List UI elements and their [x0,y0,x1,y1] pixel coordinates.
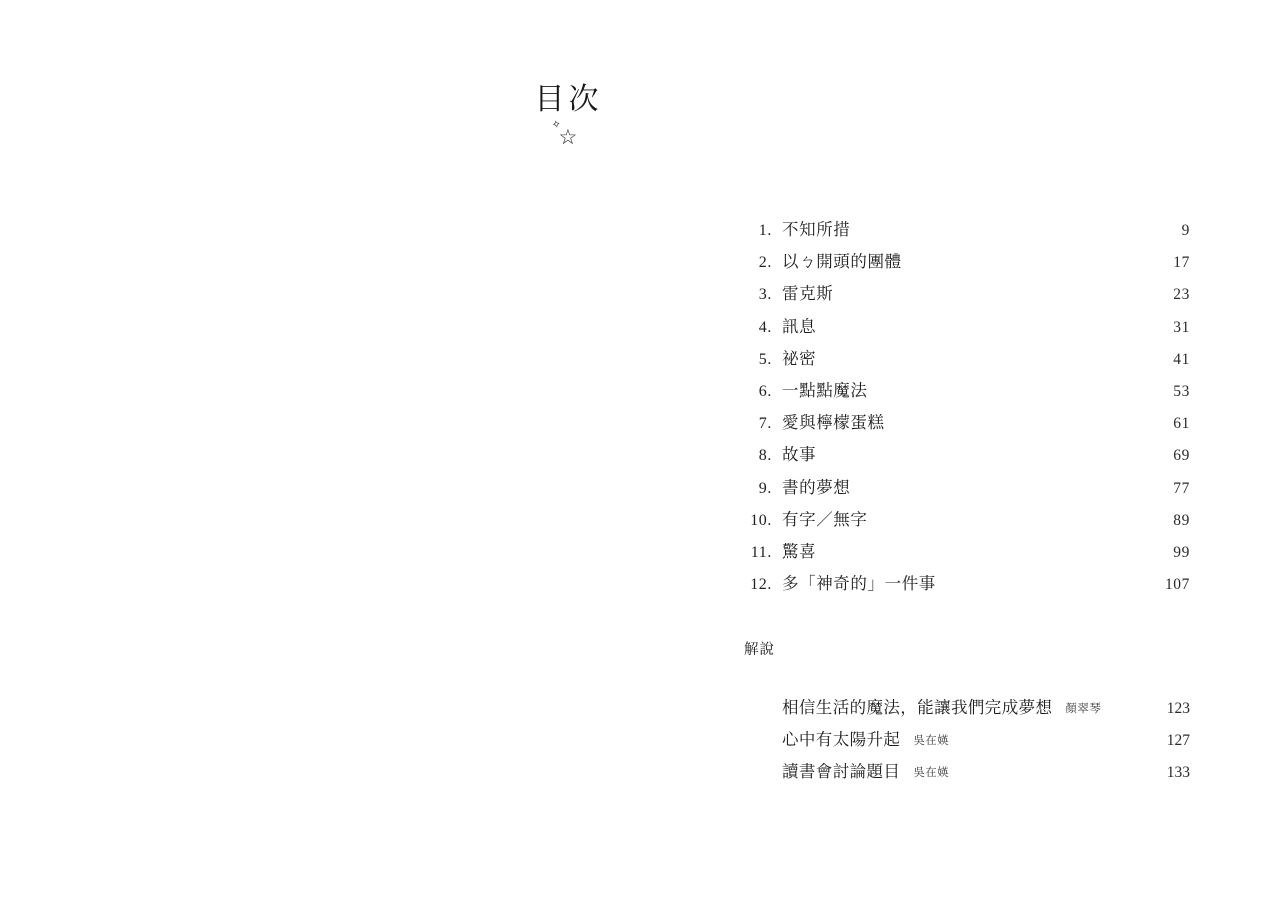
toc-entry-number: 3. [758,286,772,304]
star-big-icon: ☆ [558,125,578,149]
toc-entry-number: 11. [750,543,772,561]
toc-entry-title: 有字／無字 [782,510,868,529]
toc-entry-page: 69 [1173,447,1190,465]
toc-entry[interactable] [738,377,1190,409]
commentary-entry[interactable] [738,726,1190,758]
page-title [0,74,1269,118]
toc-entry[interactable] [738,313,1190,345]
toc-entry-page: 53 [1173,382,1190,400]
toc-entry-number: 6. [758,382,772,400]
toc-entry-title: 書的夢想 [782,478,851,497]
toc-entry[interactable] [738,474,1190,506]
toc-entry-page: 41 [1173,350,1190,368]
toc-entry[interactable] [738,506,1190,538]
commentary-entry-author: 顏翠琴 [1065,703,1102,715]
toc-entry-title: 一點點魔法 [782,381,868,400]
toc-entry-number: 4. [758,318,772,336]
toc-entry-title: 多「神奇的」一件事 [782,575,936,594]
toc-entry-page: 23 [1173,286,1190,304]
toc-entry[interactable] [738,248,1190,280]
toc-entry-title: 祕密 [782,349,817,368]
commentary-entry-page: 127 [1166,732,1190,749]
commentary-entry-page: 133 [1166,764,1190,781]
toc-entry-page: 9 [1181,222,1190,239]
toc-entry-number: 10. [750,511,772,529]
commentary-entry[interactable] [738,758,1190,790]
star-ornament-icon [0,120,1269,161]
toc-entry[interactable] [738,538,1190,570]
commentary-entry-author: 吳在媖 [913,767,950,779]
toc-entry-page: 89 [1173,511,1190,529]
toc-entry-page: 107 [1164,576,1190,594]
toc-entry[interactable] [738,345,1190,377]
toc-entry[interactable] [738,409,1190,441]
toc-entry-page: 77 [1173,479,1190,497]
toc-entry-title: 訊息 [782,317,817,336]
toc-entry-number: 12. [750,576,772,594]
toc-entry-number: 1. [758,222,772,239]
commentary-entry-title: 相信生活的魔法，能讓我們完成夢想 [782,699,1053,717]
toc-entry-page: 99 [1173,543,1190,561]
chapter-list [738,216,1190,602]
toc-entry-page: 31 [1173,318,1190,336]
toc-entry[interactable] [738,216,1190,248]
toc-entry[interactable] [738,570,1190,602]
toc-entry-page: 17 [1173,254,1190,272]
toc-entry[interactable] [738,280,1190,312]
toc-entry-number: 2. [758,254,772,272]
commentary-entry-page: 123 [1166,700,1190,717]
toc-entry-title: 雷克斯 [782,285,834,304]
star-small-icon: ✧ [550,118,562,132]
toc-entry-title: 驚喜 [782,542,817,561]
toc-entry-title: 故事 [782,446,817,465]
toc-entry-title: 以ㄅ開頭的團體 [782,253,902,272]
toc-entry[interactable] [738,441,1190,473]
page-title-text: 目次 [534,83,603,116]
commentary-list [738,694,1190,790]
toc-entry-number: 7. [758,415,772,433]
toc-entry-title: 不知所措 [782,221,851,239]
toc-entry-number: 8. [758,447,772,465]
toc-entry-title: 愛與檸檬蛋糕 [782,414,885,433]
commentary-entry-title: 心中有太陽升起 [782,731,901,749]
toc-entry-number: 5. [758,350,772,368]
commentary-entry[interactable] [738,694,1190,726]
toc-entry-number: 9. [758,479,772,497]
commentary-entry-author: 吳在媖 [913,735,950,747]
commentary-heading: 解說 [744,642,775,658]
toc-entry-page: 61 [1173,415,1190,433]
commentary-entry-title: 讀書會討論題目 [782,763,901,781]
